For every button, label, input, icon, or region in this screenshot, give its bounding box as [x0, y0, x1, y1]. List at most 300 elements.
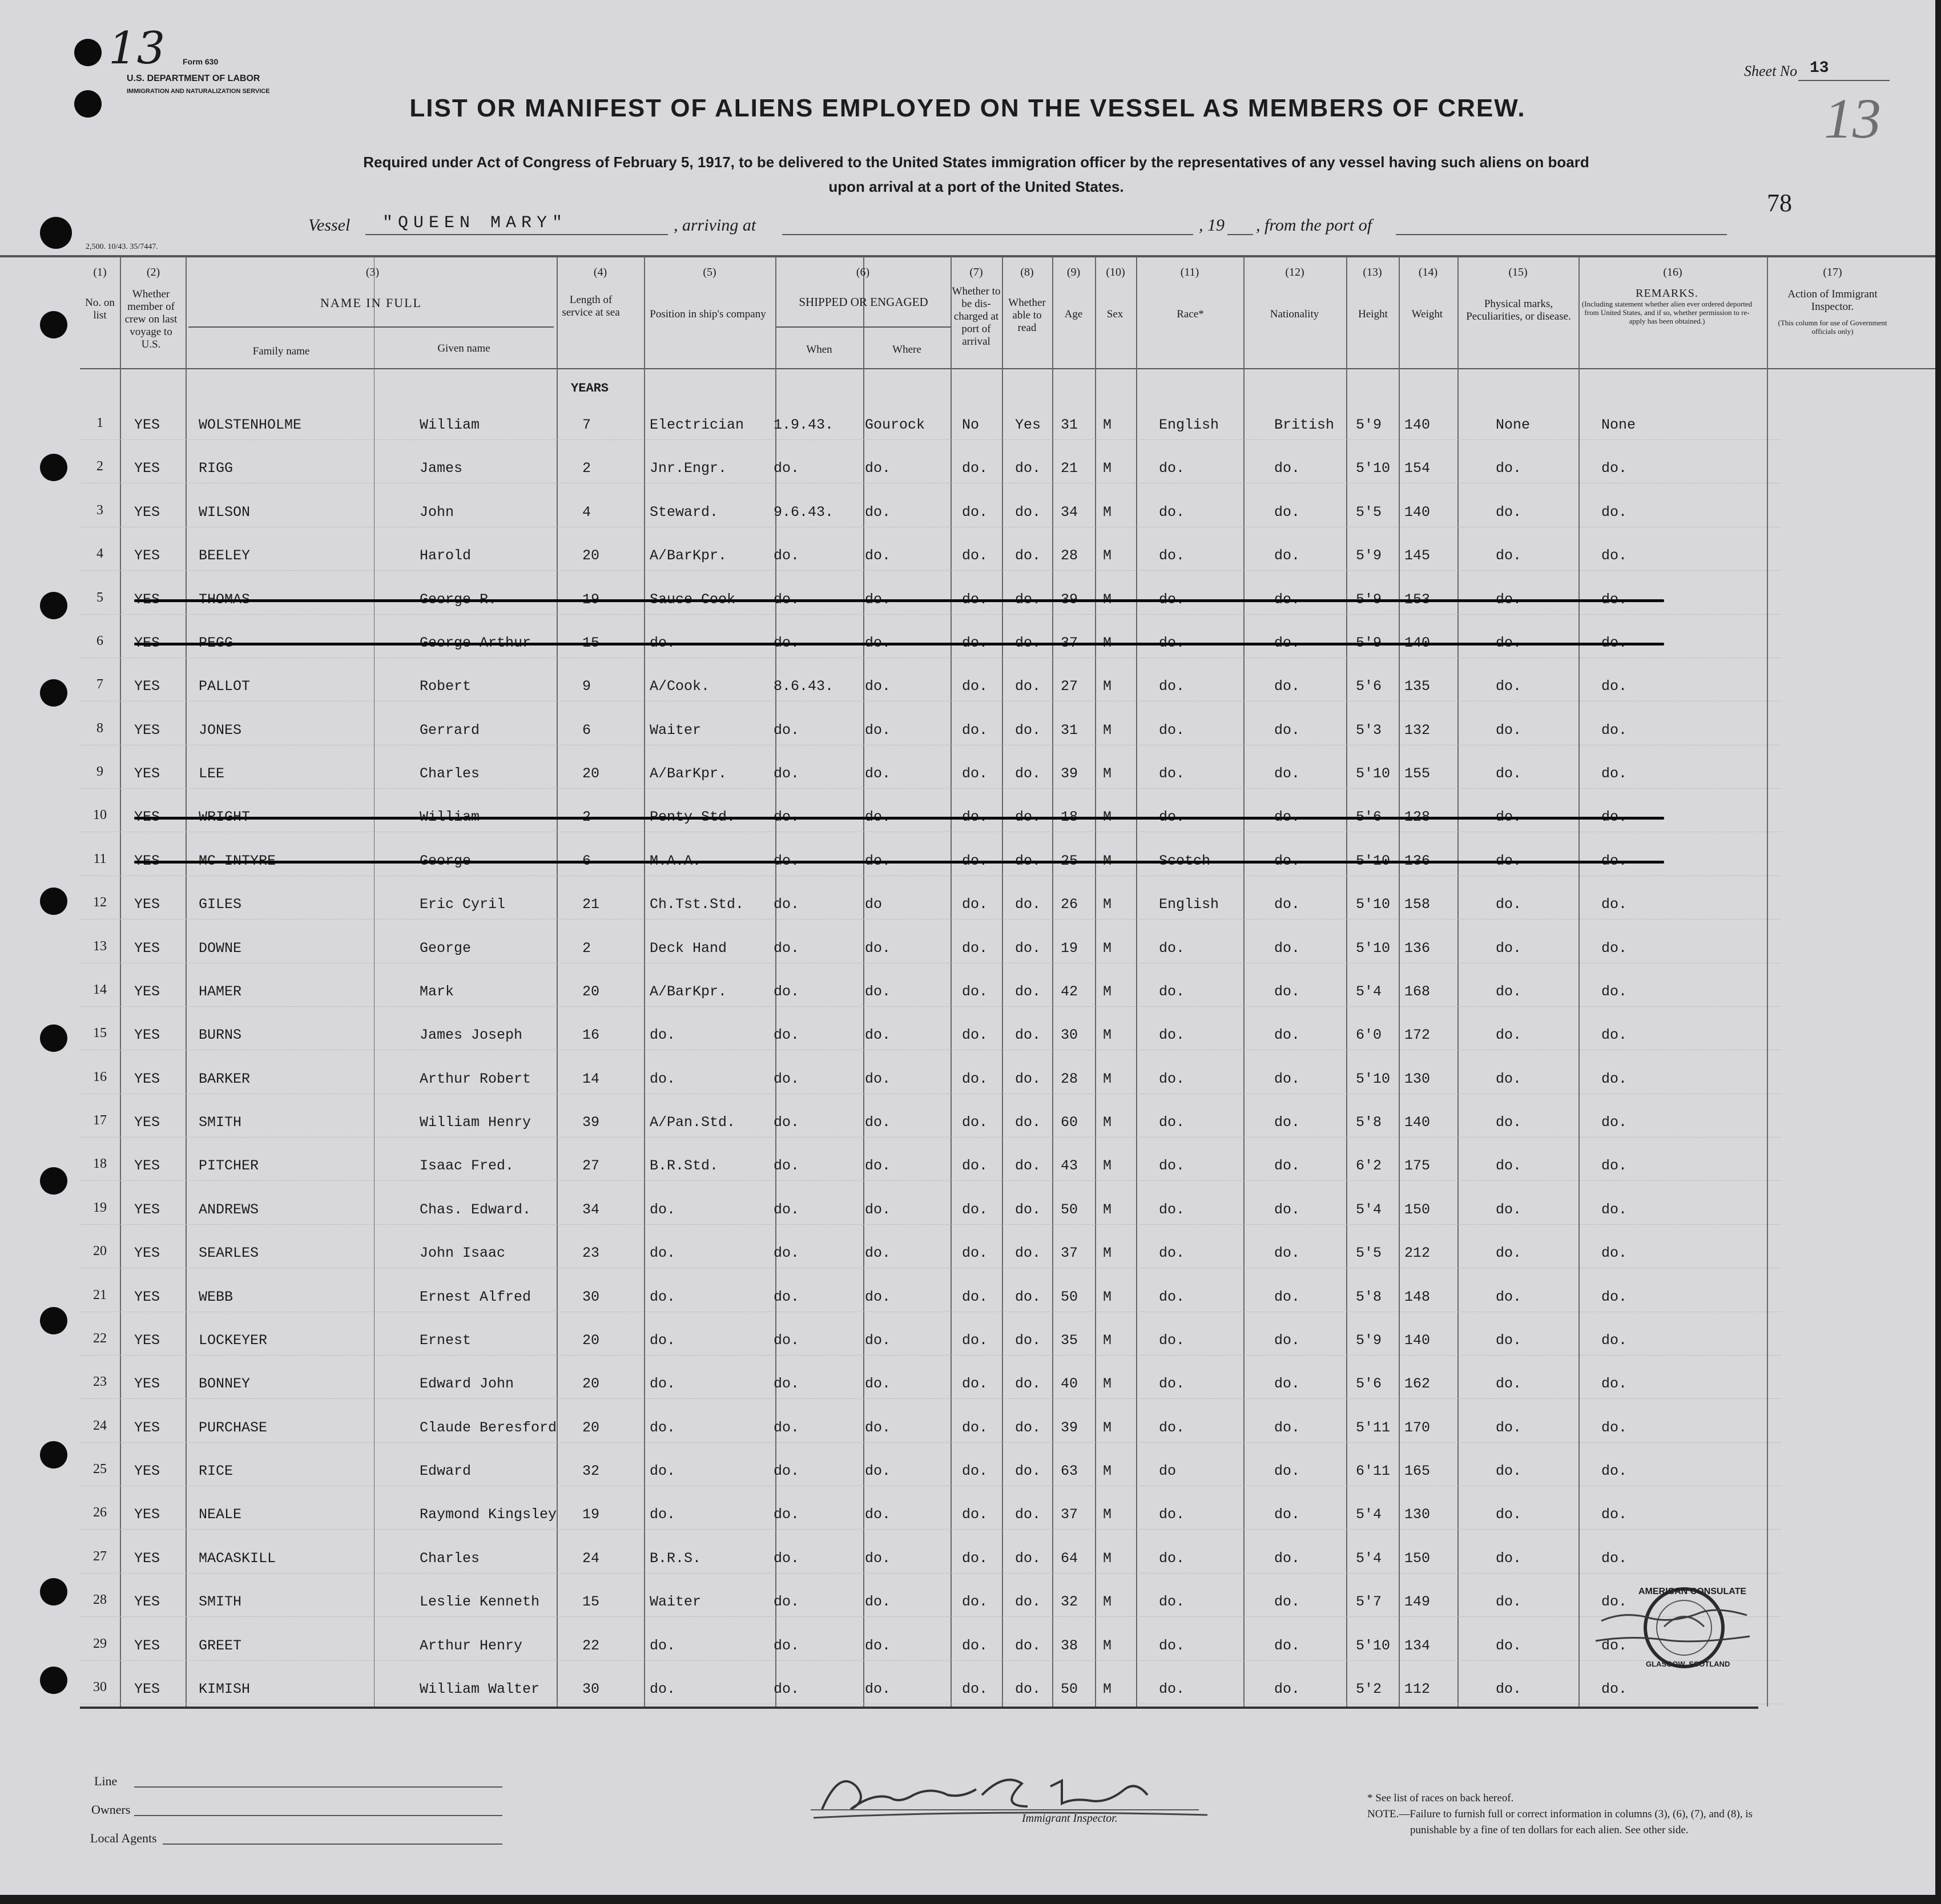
family-name-cell: KIMISH — [199, 1681, 251, 1697]
weight-cell: 212 — [1404, 1245, 1431, 1261]
member-cell: YES — [134, 1201, 160, 1218]
family-name-cell: BONNEY — [199, 1375, 251, 1392]
column-number: (1) — [93, 266, 107, 279]
weight-cell: 168 — [1404, 983, 1431, 1000]
length-service-cell: 20 — [582, 1419, 600, 1436]
punch-hole — [40, 1667, 67, 1694]
discharged-cell: do. — [962, 896, 988, 913]
shipped-when-cell: 1.9.43. — [774, 417, 834, 433]
row-rule — [80, 1224, 1781, 1225]
age-cell: 32 — [1061, 1594, 1078, 1610]
row-rule — [80, 439, 1781, 440]
age-cell: 21 — [1061, 460, 1078, 477]
column-rule — [1346, 257, 1347, 1707]
age-cell: 50 — [1061, 1201, 1078, 1218]
weight-cell: 155 — [1404, 765, 1431, 782]
discharged-cell: do. — [962, 940, 988, 957]
handwritten-page-number: 13 — [108, 23, 166, 74]
physical-marks-cell: do. — [1496, 940, 1522, 957]
nationality-cell: do. — [1274, 983, 1300, 1000]
age-cell: 38 — [1061, 1637, 1078, 1654]
form-subtitle-2: upon arrival at a port of the United States. — [828, 178, 1124, 195]
given-name-cell: John Isaac — [420, 1245, 506, 1261]
weight-cell: 170 — [1404, 1419, 1431, 1436]
position-cell: do. — [650, 1463, 676, 1479]
shipped-where-cell: do. — [865, 1332, 891, 1349]
row-number: 8 — [96, 721, 103, 736]
race-cell: do. — [1159, 765, 1185, 782]
position-cell: B.R.Std. — [650, 1157, 719, 1174]
age-cell: 50 — [1061, 1289, 1078, 1305]
member-cell: YES — [134, 1637, 160, 1654]
arriving-label: , arriving at — [674, 216, 756, 235]
discharged-cell: do. — [962, 1463, 988, 1479]
nationality-cell: do. — [1274, 1594, 1300, 1610]
given-name-cell: Raymond Kingsley — [420, 1506, 557, 1523]
weight-cell: 140 — [1404, 1332, 1431, 1349]
column-rule — [1399, 257, 1400, 1707]
sex-cell: M — [1103, 765, 1112, 782]
race-cell: do. — [1159, 460, 1185, 477]
race-cell: do. — [1159, 1157, 1185, 1174]
discharged-cell: do. — [962, 1506, 988, 1523]
page-reference: 78 — [1767, 189, 1792, 217]
physical-marks-cell: None — [1496, 417, 1531, 433]
member-cell: YES — [134, 1245, 160, 1261]
height-cell: 5'5 — [1356, 1245, 1382, 1261]
family-name-cell: PURCHASE — [199, 1419, 268, 1436]
shipped-when-cell: do. — [774, 1550, 800, 1567]
row-number: 1 — [96, 416, 103, 430]
length-service-cell: 20 — [582, 1332, 600, 1349]
family-name-cell: RIGG — [199, 460, 233, 477]
weight-cell: 135 — [1404, 678, 1431, 695]
given-name-cell: Claude Beresford — [420, 1419, 557, 1436]
member-cell: YES — [134, 1463, 160, 1479]
able-read-cell: do. — [1015, 460, 1041, 477]
discharged-cell: do. — [962, 1332, 988, 1349]
length-service-cell: 39 — [582, 1114, 600, 1131]
remarks-cell: do. — [1601, 678, 1628, 695]
weight-cell: 130 — [1404, 1071, 1431, 1087]
column-number: (8) — [1020, 266, 1034, 279]
discharged-cell: do. — [962, 1071, 988, 1087]
sex-cell: M — [1103, 896, 1112, 913]
strikethrough-line — [134, 599, 1664, 602]
age-cell: 37 — [1061, 1506, 1078, 1523]
position-cell: A/BarKpr. — [650, 547, 727, 564]
family-name-cell: JONES — [199, 722, 242, 739]
member-cell: YES — [134, 1681, 160, 1697]
row-number: 21 — [93, 1288, 107, 1302]
sex-cell: M — [1103, 1375, 1112, 1392]
row-number: 7 — [96, 677, 103, 692]
remarks-cell: do. — [1601, 504, 1628, 521]
punch-hole — [40, 1024, 67, 1052]
race-cell: do. — [1159, 1201, 1185, 1218]
year-label: , 19 — [1199, 216, 1225, 235]
family-name-cell: BURNS — [199, 1027, 242, 1043]
row-rule — [80, 788, 1781, 789]
shipped-where-cell: do. — [865, 765, 891, 782]
given-name-cell: John — [420, 504, 454, 521]
nationality-cell: do. — [1274, 1550, 1300, 1567]
stamp-text-bottom: GLASGOW, SCOTLAND — [1646, 1660, 1730, 1668]
sex-cell: M — [1103, 983, 1112, 1000]
shipped-where-cell: do. — [865, 1463, 891, 1479]
weight-cell: 132 — [1404, 722, 1431, 739]
age-cell: 28 — [1061, 1071, 1078, 1087]
shipped-where-cell: do. — [865, 1506, 891, 1523]
weight-cell: 140 — [1404, 417, 1431, 433]
column-rule — [1002, 257, 1003, 1707]
family-name-cell: LOCKEYER — [199, 1332, 268, 1349]
sex-cell: M — [1103, 1419, 1112, 1436]
member-cell: YES — [134, 1506, 160, 1523]
length-service-cell: 21 — [582, 896, 600, 913]
discharged-cell: do. — [962, 678, 988, 695]
age-cell: 39 — [1061, 765, 1078, 782]
height-cell: 5'11 — [1356, 1419, 1391, 1436]
member-cell: YES — [134, 896, 160, 913]
discharged-cell: do. — [962, 1637, 988, 1654]
row-number: 11 — [93, 852, 107, 866]
sex-cell: M — [1103, 1332, 1112, 1349]
given-name-cell: Edward John — [420, 1375, 514, 1392]
position-cell: do. — [650, 1289, 676, 1305]
row-number: 25 — [93, 1462, 107, 1477]
inspector-signature — [811, 1764, 1210, 1826]
member-cell: YES — [134, 1550, 160, 1567]
remarks-cell: do. — [1601, 1506, 1628, 1523]
shipped-when-cell: do. — [774, 722, 800, 739]
row-number: 24 — [93, 1418, 107, 1433]
family-name-cell: WOLSTENHOLME — [199, 417, 302, 433]
family-name-cell: WILSON — [199, 504, 251, 521]
discharged-cell: do. — [962, 547, 988, 564]
service-name: IMMIGRATION AND NATURALIZATION SERVICE — [127, 88, 270, 95]
nationality-cell: do. — [1274, 504, 1300, 521]
height-cell: 5'2 — [1356, 1681, 1382, 1697]
sex-cell: M — [1103, 1506, 1112, 1523]
length-service-cell: 32 — [582, 1463, 600, 1479]
family-name-cell: WEBB — [199, 1289, 233, 1305]
race-cell: do. — [1159, 1245, 1185, 1261]
member-cell: YES — [134, 765, 160, 782]
remarks-cell: do. — [1601, 1463, 1628, 1479]
able-read-cell: do. — [1015, 1201, 1041, 1218]
height-cell: 5'10 — [1356, 460, 1391, 477]
col-header-length-service: Length of service at sea — [562, 294, 620, 318]
row-number: 19 — [93, 1200, 107, 1215]
member-cell: YES — [134, 983, 160, 1000]
member-cell: YES — [134, 1375, 160, 1392]
shipped-when-cell: do. — [774, 1114, 800, 1131]
race-cell: do — [1159, 1463, 1177, 1479]
discharged-cell: do. — [962, 1157, 988, 1174]
nationality-cell: do. — [1274, 1463, 1300, 1479]
nationality-cell: do. — [1274, 1419, 1300, 1436]
row-rule — [80, 1616, 1781, 1617]
given-name-cell: James Joseph — [420, 1027, 523, 1043]
punch-hole — [40, 592, 67, 619]
physical-marks-cell: do. — [1496, 1332, 1522, 1349]
length-service-cell: 16 — [582, 1027, 600, 1043]
position-cell: do. — [650, 1637, 676, 1654]
shipped-where-cell: do. — [865, 1245, 891, 1261]
sex-cell: M — [1103, 722, 1112, 739]
shipped-when-cell: do. — [774, 1506, 800, 1523]
row-number: 4 — [96, 546, 103, 561]
weight-cell: 148 — [1404, 1289, 1431, 1305]
col-header-weight: Weight — [1411, 308, 1443, 320]
nationality-cell: British — [1274, 417, 1335, 433]
shipped-when-cell: do. — [774, 460, 800, 477]
nationality-cell: do. — [1274, 1289, 1300, 1305]
member-cell: YES — [134, 417, 160, 433]
row-number: 13 — [93, 939, 107, 954]
member-cell: YES — [134, 678, 160, 695]
height-cell: 5'8 — [1356, 1289, 1382, 1305]
sex-cell: M — [1103, 940, 1112, 957]
col-header-able-read: Whether able to read — [1008, 297, 1046, 334]
able-read-cell: do. — [1015, 1419, 1041, 1436]
given-name-cell: Harold — [420, 547, 472, 564]
member-cell: YES — [134, 504, 160, 521]
column-number: (14) — [1418, 266, 1438, 279]
able-read-cell: do. — [1015, 896, 1041, 913]
physical-marks-cell: do. — [1496, 547, 1522, 564]
age-cell: 64 — [1061, 1550, 1078, 1567]
shipped-where-cell: do. — [865, 1637, 891, 1654]
column-rule — [1095, 257, 1096, 1707]
inspector-label: Immigrant Inspector. — [1022, 1812, 1118, 1825]
shipped-when-cell: 9.6.43. — [774, 504, 834, 521]
weight-cell: 130 — [1404, 1506, 1431, 1523]
line-label: Line — [94, 1774, 118, 1788]
shipped-when-cell: do. — [774, 547, 800, 564]
physical-marks-cell: do. — [1496, 1681, 1522, 1697]
race-cell: English — [1159, 896, 1219, 913]
given-name-cell: Ernest Alfred — [420, 1289, 531, 1305]
able-read-cell: do. — [1015, 1027, 1041, 1043]
shipped-when-cell: do. — [774, 1157, 800, 1174]
physical-marks-cell: do. — [1496, 1375, 1522, 1392]
given-name-cell: Arthur Henry — [420, 1637, 523, 1654]
strikethrough-line — [134, 861, 1664, 864]
physical-marks-cell: do. — [1496, 1419, 1522, 1436]
sex-cell: M — [1103, 1027, 1112, 1043]
weight-cell: 140 — [1404, 1114, 1431, 1131]
remarks-cell: do. — [1601, 1157, 1628, 1174]
family-name-cell: BEELEY — [199, 547, 251, 564]
strikethrough-line — [134, 817, 1664, 820]
punch-hole — [40, 311, 67, 338]
physical-marks-cell: do. — [1496, 1027, 1522, 1043]
given-name-cell: Isaac Fred. — [420, 1157, 514, 1174]
given-name-cell: George — [420, 940, 472, 957]
column-rule — [1243, 257, 1245, 1707]
col-header-no: No. on list — [85, 297, 115, 321]
nationality-cell: do. — [1274, 1332, 1300, 1349]
row-rule — [80, 1355, 1781, 1356]
age-cell: 27 — [1061, 678, 1078, 695]
race-cell: do. — [1159, 1332, 1185, 1349]
column-rule — [1052, 257, 1053, 1707]
nationality-cell: do. — [1274, 940, 1300, 957]
sex-cell: M — [1103, 1463, 1112, 1479]
sex-cell: M — [1103, 1114, 1112, 1131]
col-header-shipped: SHIPPED OR ENGAGED — [799, 295, 928, 309]
physical-marks-cell: do. — [1496, 722, 1522, 739]
member-cell: YES — [134, 1027, 160, 1043]
column-rule — [186, 257, 187, 1707]
column-number: (15) — [1508, 266, 1528, 279]
col-header-name: NAME IN FULL — [320, 296, 422, 310]
length-service-cell: 19 — [582, 1506, 600, 1523]
age-cell: 50 — [1061, 1681, 1078, 1697]
race-cell: do. — [1159, 1027, 1185, 1043]
nationality-cell: do. — [1274, 765, 1300, 782]
shipped-when-cell: do. — [774, 983, 800, 1000]
race-cell: do. — [1159, 1419, 1185, 1436]
age-cell: 37 — [1061, 1245, 1078, 1261]
sex-cell: M — [1103, 1681, 1112, 1697]
owners-label: Owners — [91, 1802, 131, 1817]
punch-hole — [40, 679, 67, 707]
member-cell: YES — [134, 1594, 160, 1610]
nationality-cell: do. — [1274, 1681, 1300, 1697]
column-number: (4) — [593, 266, 607, 279]
race-cell: do. — [1159, 1375, 1185, 1392]
given-name-cell: Eric Cyril — [420, 896, 506, 913]
row-number: 29 — [93, 1636, 107, 1651]
remarks-cell: do. — [1601, 765, 1628, 782]
family-name-cell: GREET — [199, 1637, 242, 1654]
sex-cell: M — [1103, 547, 1112, 564]
race-cell: do. — [1159, 940, 1185, 957]
remarks-cell: do. — [1601, 896, 1628, 913]
shipped-when-cell: do. — [774, 1463, 800, 1479]
position-cell: do. — [650, 1375, 676, 1392]
length-service-cell: 9 — [582, 678, 591, 695]
able-read-cell: do. — [1015, 1550, 1041, 1567]
position-cell: do. — [650, 1419, 676, 1436]
height-cell: 5'10 — [1356, 1071, 1391, 1087]
sex-cell: M — [1103, 504, 1112, 521]
remarks-cell: do. — [1601, 940, 1628, 957]
physical-marks-cell: do. — [1496, 1550, 1522, 1567]
position-cell: Electrician — [650, 417, 744, 433]
race-cell: do. — [1159, 1594, 1185, 1610]
weight-cell: 158 — [1404, 896, 1431, 913]
able-read-cell: do. — [1015, 1157, 1041, 1174]
able-read-cell: do. — [1015, 1594, 1041, 1610]
row-number: 30 — [93, 1680, 107, 1695]
row-number: 3 — [96, 503, 103, 518]
physical-marks-cell: do. — [1496, 896, 1522, 913]
height-cell: 5'6 — [1356, 678, 1382, 695]
weight-cell: 175 — [1404, 1157, 1431, 1174]
family-name-cell: PITCHER — [199, 1157, 259, 1174]
row-rule — [80, 1442, 1781, 1443]
height-cell: 5'3 — [1356, 722, 1382, 739]
length-service-cell: 30 — [582, 1289, 600, 1305]
member-cell: YES — [134, 1419, 160, 1436]
col-header-member: Whether member of crew on last voyage to U.S. — [124, 288, 178, 350]
remarks-cell: do. — [1601, 722, 1628, 739]
height-cell: 5'10 — [1356, 940, 1391, 957]
family-name-cell: SEARLES — [199, 1245, 259, 1261]
row-number: 22 — [93, 1331, 107, 1346]
shipped-where-cell: do. — [865, 1157, 891, 1174]
sex-cell: M — [1103, 678, 1112, 695]
age-cell: 43 — [1061, 1157, 1078, 1174]
physical-marks-cell: do. — [1496, 1245, 1522, 1261]
height-cell: 6'11 — [1356, 1463, 1391, 1479]
shipped-where-cell: do. — [865, 983, 891, 1000]
nationality-cell: do. — [1274, 1201, 1300, 1218]
length-service-cell: 24 — [582, 1550, 600, 1567]
discharged-cell: No — [962, 417, 980, 433]
race-cell: do. — [1159, 1550, 1185, 1567]
age-cell: 60 — [1061, 1114, 1078, 1131]
discharged-cell: do. — [962, 722, 988, 739]
remarks-cell: do. — [1601, 983, 1628, 1000]
remarks-cell: None — [1601, 417, 1636, 433]
column-rule — [1136, 257, 1137, 1707]
from-port-label: , from the port of — [1256, 216, 1372, 235]
position-cell: A/Cook. — [650, 678, 710, 695]
height-cell: 5'10 — [1356, 1637, 1391, 1654]
column-rule — [1767, 257, 1768, 1707]
member-cell: YES — [134, 1114, 160, 1131]
col-header-sex: Sex — [1106, 308, 1123, 320]
row-rule — [80, 657, 1781, 658]
sex-cell: M — [1103, 1245, 1112, 1261]
row-number: 20 — [93, 1244, 107, 1258]
column-number: (2) — [146, 266, 160, 279]
discharged-cell: do. — [962, 765, 988, 782]
physical-marks-cell: do. — [1496, 460, 1522, 477]
shipped-where-cell: do. — [865, 1114, 891, 1131]
shipped-when-cell: do. — [774, 1332, 800, 1349]
given-name-cell: Ernest — [420, 1332, 472, 1349]
race-cell: do. — [1159, 547, 1185, 564]
shipped-where-cell: do. — [865, 1594, 891, 1610]
column-number: (13) — [1363, 266, 1382, 279]
weight-cell: 136 — [1404, 940, 1431, 957]
family-name-cell: GILES — [199, 896, 242, 913]
able-read-cell: do. — [1015, 1245, 1041, 1261]
remarks-cell: do. — [1601, 1594, 1628, 1610]
position-cell: Ch.Tst.Std. — [650, 896, 744, 913]
remarks-cell: do. — [1601, 1245, 1628, 1261]
length-service-cell: 4 — [582, 504, 591, 521]
races-note: * See list of races on back hereof. — [1367, 1792, 1514, 1804]
strikethrough-line — [134, 643, 1664, 646]
column-rule — [557, 257, 558, 1707]
height-cell: 5'5 — [1356, 504, 1382, 521]
col-header-race: Race* — [1177, 308, 1204, 320]
position-cell: Waiter — [650, 1594, 702, 1610]
column-rule — [644, 257, 645, 1707]
column-number: (9) — [1066, 266, 1081, 279]
row-number: 5 — [96, 590, 103, 605]
discharged-cell: do. — [962, 1375, 988, 1392]
given-name-cell: William — [420, 417, 480, 433]
age-cell: 31 — [1061, 722, 1078, 739]
